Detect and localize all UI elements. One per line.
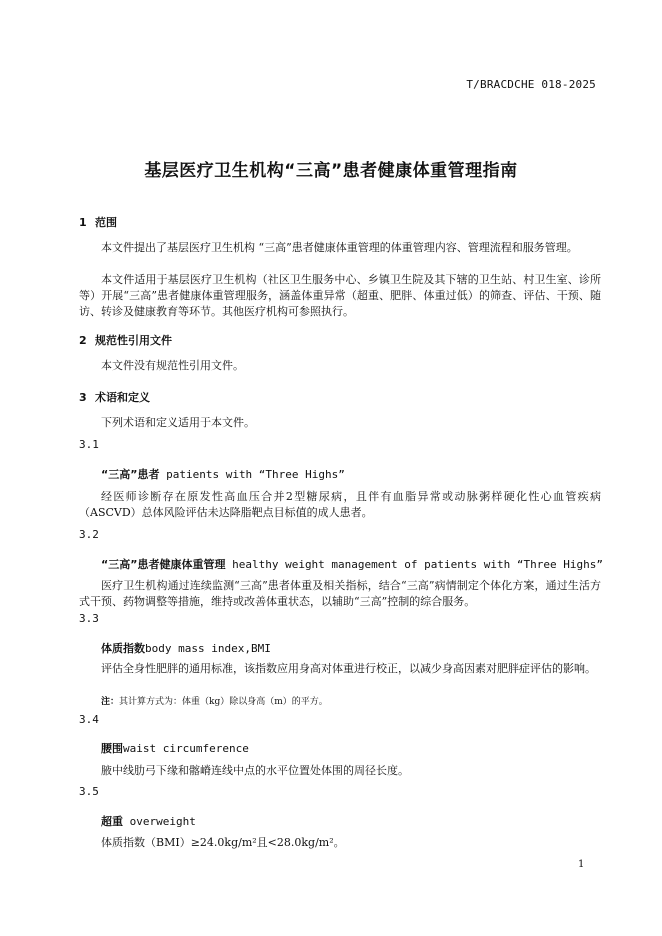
section-2-paragraph-1: 本文件没有规范性引用文件。 [101,359,244,372]
term-3-4-heading [101,740,623,756]
term-3-3-definition: 评估全身性肥胖的通用标准，该指数应用身高对体重进行校正，以减少身高因素对肥胖症评估的影响。 [101,662,596,675]
term-english: overweight [123,815,196,828]
term-english: waist circumference [123,742,249,755]
section-2-heading [79,332,601,348]
term-3-4-definition: 腋中线肋弓下缘和髂嵴连线中点的水平位置处体围的周径长度。 [101,764,409,777]
section-title: 范围 [95,216,117,229]
term-chinese: “三高”患者 [101,468,160,481]
note-label: 注： [101,697,120,707]
document-title: 基层医疗卫生机构“三高”患者健康体重管理指南 [144,161,518,181]
section-number: 1 [79,216,87,229]
page-number: 1 [578,859,585,870]
section-3-paragraph-1: 下列术语和定义适用于本文件。 [101,416,255,429]
term-3-5-number: 3.5 [79,785,99,798]
section-title: 规范性引用文件 [95,334,172,347]
term-chinese: “三高”患者健康体重管理 [101,558,226,571]
term-3-2-heading [101,556,623,572]
term-3-3-number: 3.3 [79,612,99,625]
term-3-5-heading [101,813,623,829]
standard-code: T/BRACDCHE 018-2025 [466,78,596,91]
term-chinese: 体质指数 [101,642,145,655]
note-text: 其计算方式为：体重（kg）除以身高（m）的平方。 [119,697,328,707]
section-1-heading [79,214,601,230]
section-title: 术语和定义 [95,391,150,404]
term-chinese: 超重 [101,815,123,828]
section-3-heading [79,389,601,405]
term-chinese: 腰围 [101,742,123,755]
section-number: 2 [79,334,87,347]
term-3-1-number: 3.1 [79,438,99,451]
term-3-4-number: 3.4 [79,713,99,726]
term-3-1-heading [101,466,623,482]
section-number: 3 [79,391,87,404]
term-english: body mass index,BMI [145,642,271,655]
term-english: patients with “Three Highs” [159,468,345,481]
term-3-1-definition: 经医师诊断存在原发性高血压合并2型糖尿病，且伴有血脂异常或动脉粥样硬化性心血管疾病（ASCVD）总体风险评估未达降脂靶点目标值的成人患者。 [79,490,601,519]
section-1-paragraph-2: 本文件适用于基层医疗卫生机构（社区卫生服务中心、乡镇卫生院及其下辖的卫生站、村卫生室、诊所等）开展“三高”患者健康体重管理服务，涵盖体重异常（超重、肥胖、体重过低）的筛查、评估、干预、随访、转诊及健康教育等环节。其他医疗机构可参照执行。 [79,273,601,318]
section-1-paragraph-1: 本文件提出了基层医疗卫生机构 “三高”患者健康体重管理的体重管理内容、管理流程和服务管理。 [101,241,578,254]
term-3-5-definition: 体质指数（BMI）≥24.0kg/m²且<28.0kg/m²。 [101,836,345,849]
term-3-2-number: 3.2 [79,528,99,541]
term-3-3-note [101,694,623,707]
term-3-3-heading [101,640,623,656]
term-english: healthy weight management of patients with “Three Highs” [225,558,603,571]
term-3-2-definition: 医疗卫生机构通过连续监测“三高”患者体重及相关指标，结合“三高”病情制定个体化方案，通过生活方式干预、药物调整等措施，维持或改善体重状态，以辅助“三高”控制的综合服务。 [79,579,601,608]
